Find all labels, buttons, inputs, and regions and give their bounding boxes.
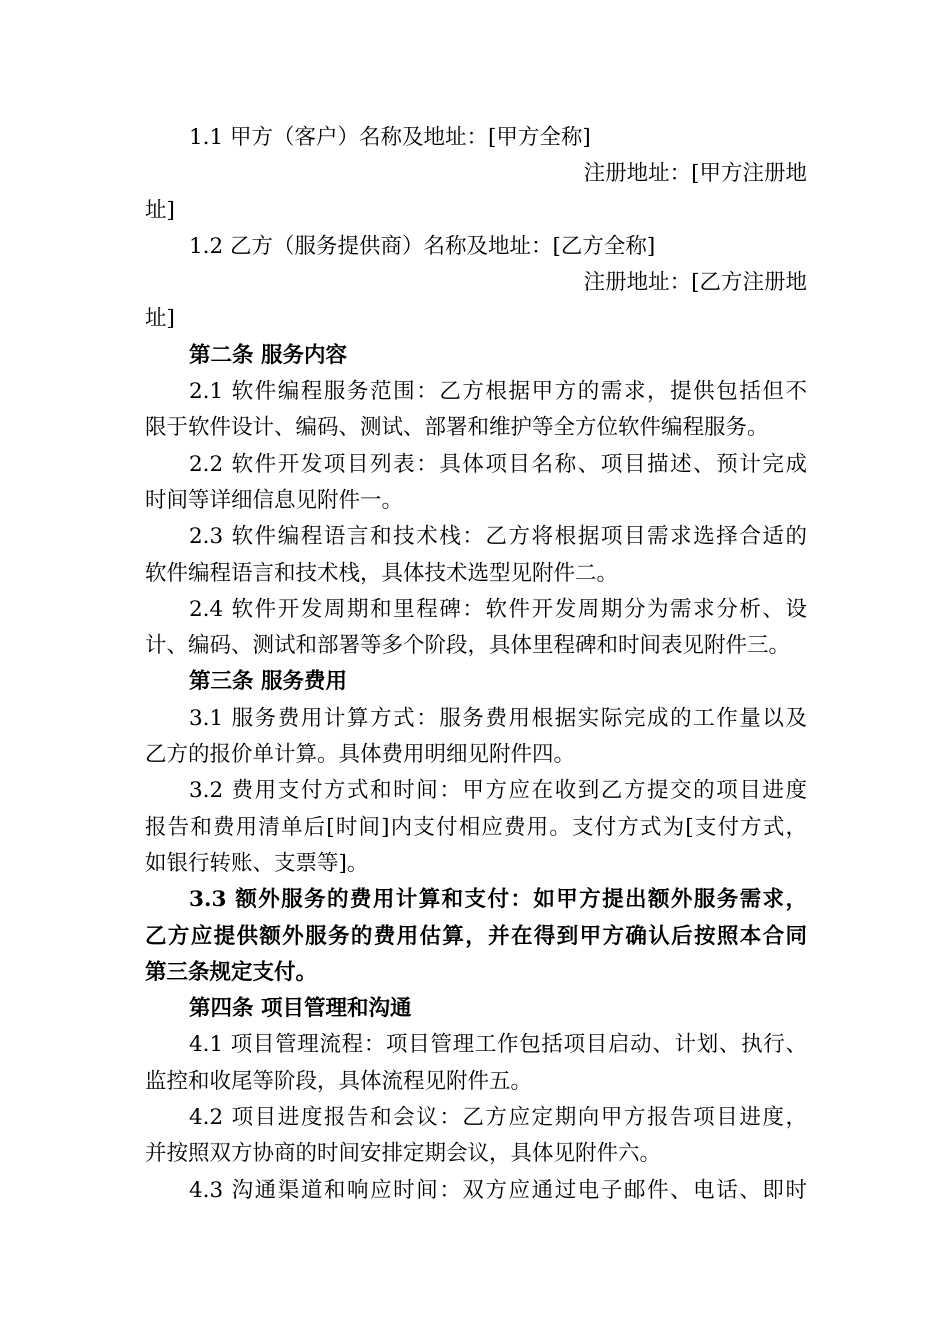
clause-3-3-line-3: 第三条规定支付。 bbox=[145, 959, 318, 985]
clause-3-1-line-2: 乙方的报价单计算。具体费用明细见附件四。 bbox=[145, 742, 576, 768]
clause-2-2-line-1: 2.2 软件开发项目列表：具体项目名称、项目描述、预计完成 bbox=[189, 451, 807, 477]
clause-2-3-line-1: 2.3 软件编程语言和技术栈：乙方将根据项目需求选择合适的 bbox=[189, 524, 807, 550]
clause-2-2-line-2: 时间等详细信息见附件一。 bbox=[145, 487, 404, 513]
clause-4-1-line-2: 监控和收尾等阶段，具体流程见附件五。 bbox=[145, 1068, 533, 1094]
clause-1-2-line-1: 1.2 乙方（服务提供商）名称及地址：[乙方全称] bbox=[189, 233, 656, 259]
clause-4-3-line-1: 4.3 沟通渠道和响应时间：双方应通过电子邮件、电话、即时 bbox=[189, 1177, 807, 1203]
clause-1-1-line-3: 址] bbox=[145, 197, 175, 223]
clause-1-1-line-1: 1.1 甲方（客户）名称及地址：[甲方全称] bbox=[189, 125, 591, 150]
clause-3-2-line-3: 如银行转账、支票等]。 bbox=[145, 850, 369, 876]
clause-3-2-line-2: 报告和费用清单后[时间]内支付相应费用。支付方式为[支付方式， bbox=[145, 814, 807, 840]
clause-2-4-line-1: 2.4 软件开发周期和里程碑：软件开发周期分为需求分析、设 bbox=[189, 596, 807, 622]
clause-2-3-line-2: 软件编程语言和技术栈，具体技术选型见附件二。 bbox=[145, 560, 619, 586]
clause-3-1-line-1: 3.1 服务费用计算方式：服务费用根据实际完成的工作量以及 bbox=[189, 705, 807, 731]
article-2-heading: 第二条 服务内容 bbox=[189, 342, 347, 368]
clause-2-4-line-2: 计、编码、测试和部署等多个阶段，具体里程碑和时间表见附件三。 bbox=[145, 633, 791, 659]
clause-4-1-line-1: 4.1 项目管理流程：项目管理工作包括项目启动、计划、执行、 bbox=[189, 1032, 807, 1058]
clause-1-1-line-2: 注册地址：[甲方注册地 bbox=[583, 161, 807, 187]
clause-1-2-line-2: 注册地址：[乙方注册地 bbox=[583, 270, 807, 296]
clause-2-1-line-2: 限于软件设计、编码、测试、部署和维护等全方位软件编程服务。 bbox=[145, 415, 769, 441]
clause-4-2-line-2: 并按照双方协商的时间安排定期会议，具体见附件六。 bbox=[145, 1141, 662, 1167]
clause-3-3-line-2: 乙方应提供额外服务的费用估算，并在得到甲方确认后按照本合同 bbox=[145, 923, 807, 949]
clause-2-1-line-1: 2.1 软件编程服务范围：乙方根据甲方的需求，提供包括但不 bbox=[189, 379, 807, 405]
clause-1-2-line-3: 址] bbox=[145, 306, 175, 332]
clause-3-3-line-1: 3.3 额外服务的费用计算和支付：如甲方提出额外服务需求， bbox=[189, 887, 807, 913]
document-page bbox=[145, 120, 807, 1209]
article-4-heading: 第四条 项目管理和沟通 bbox=[189, 996, 412, 1022]
clause-4-2-line-1: 4.2 项目进度报告和会议：乙方应定期向甲方报告项目进度， bbox=[189, 1105, 807, 1131]
article-3-heading: 第三条 服务费用 bbox=[189, 669, 347, 695]
clause-3-2-line-1: 3.2 费用支付方式和时间：甲方应在收到乙方提交的项目进度 bbox=[189, 778, 807, 804]
